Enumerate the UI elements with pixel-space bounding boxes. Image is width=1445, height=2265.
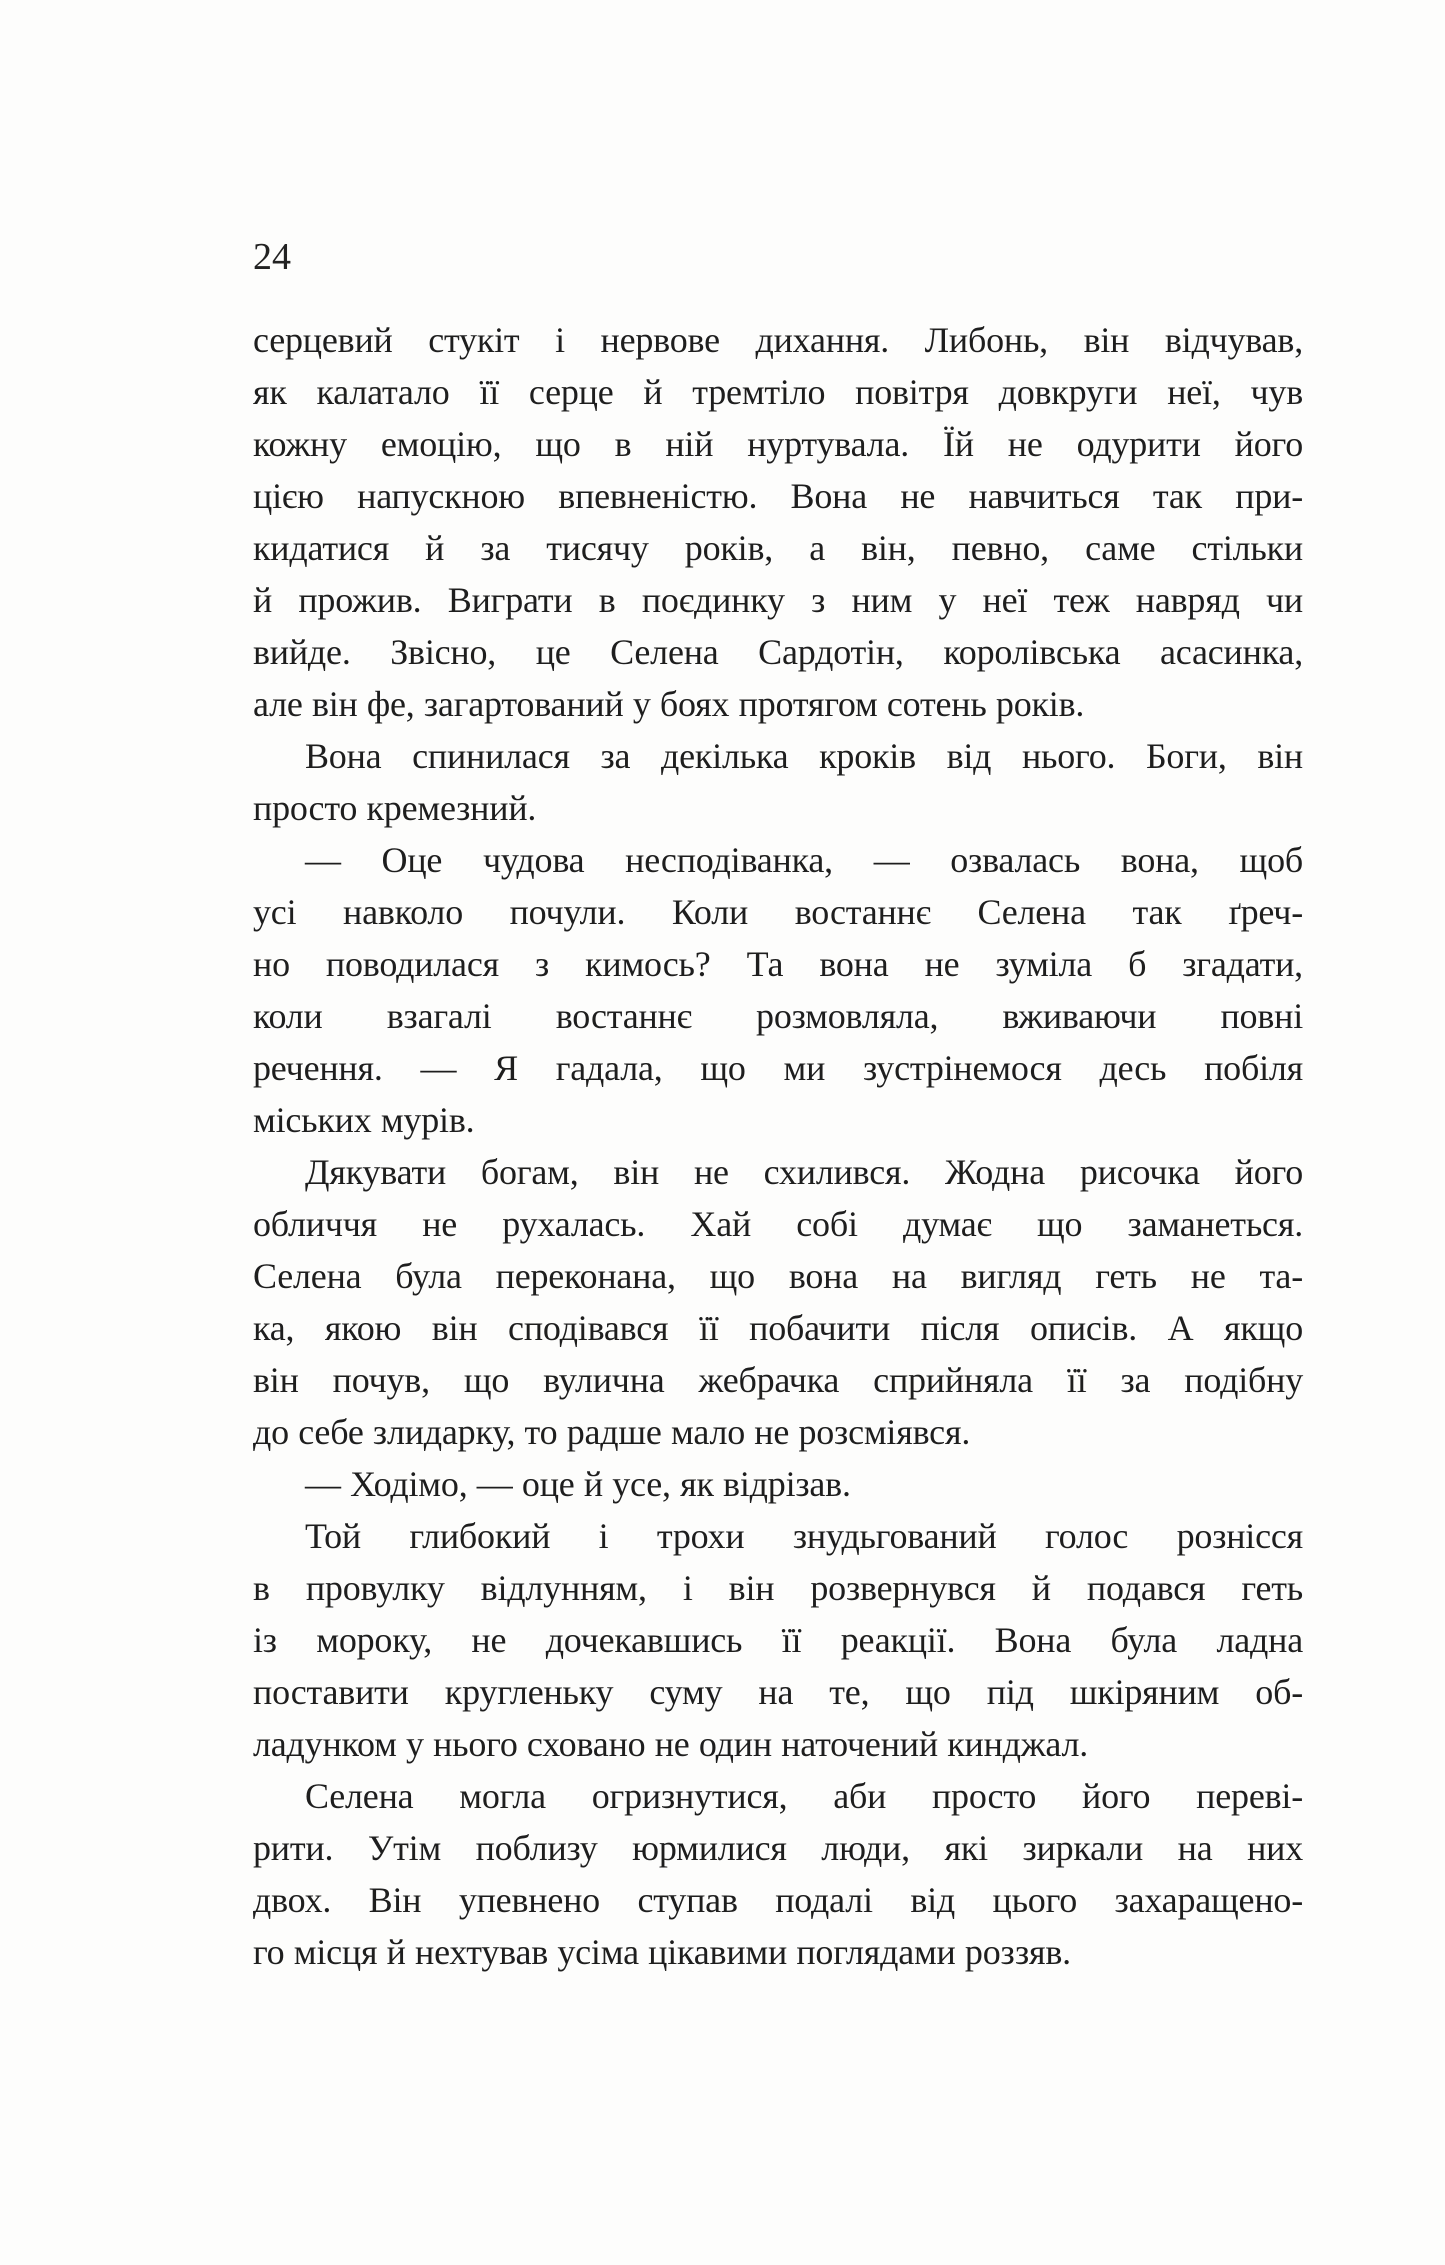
text-block [253, 314, 1303, 1978]
text-line: но поводилася з кимось? Та вона не зуміла б згадати, [253, 944, 1303, 984]
text-line: до себе злидарку, то радше мало не розсміявся. [253, 1412, 971, 1452]
text-line: — Оце чудова несподіванка, — озвалась вона, щоб [305, 840, 1303, 880]
page-number: 24 [253, 236, 291, 278]
text-line: коли взагалі востаннє розмовляла, вживаючи повні [253, 996, 1303, 1036]
text-line: як калатало її серце й тремтіло повітря довкруги неї, чув [253, 372, 1303, 412]
text-line: цією напускною впевненістю. Вона не навчиться так при- [253, 476, 1303, 516]
text-line: двох. Він упевнено ступав подалі від цього захаращено- [253, 1880, 1303, 1920]
text-line: серцевий стукіт і нервове дихання. Либонь, він відчував, [253, 320, 1303, 360]
text-line: го місця й нехтував усіма цікавими поглядами роззяв. [253, 1932, 1071, 1972]
text-line: Селена була переконана, що вона на вигляд геть не та- [253, 1256, 1303, 1296]
text-line: усі навколо почули. Коли востаннє Селена так ґреч- [253, 892, 1303, 932]
text-line: Дякувати богам, він не схилився. Жодна рисочка його [305, 1152, 1303, 1192]
text-line: — Ходімо, — оце й усе, як відрізав. [305, 1464, 851, 1504]
text-line: Той глибокий і трохи знудьгований голос рознісся [305, 1516, 1303, 1556]
text-line: але він фе, загартований у боях протягом сотень років. [253, 684, 1085, 724]
text-line: просто кремезний. [253, 788, 537, 828]
text-line: кидатися й за тисячу років, а він, певно, саме стільки [253, 528, 1303, 568]
text-line: ладунком у нього сховано не один наточений кинджал. [253, 1724, 1089, 1764]
text-line: речення. — Я гадала, що ми зустрінемося десь побіля [253, 1048, 1303, 1088]
text-line: рити. Утім поблизу юрмилися люди, які зиркали на них [253, 1828, 1303, 1868]
text-line: кожну емоцію, що в ній нуртувала. Їй не одурити його [253, 424, 1303, 464]
text-line: Вона спинилася за декілька кроків від нього. Боги, він [305, 736, 1303, 776]
text-line: Селена могла огризнутися, аби просто його переві- [305, 1776, 1303, 1816]
text-line: вийде. Звісно, це Селена Сардотін, королівська асасинка, [253, 632, 1303, 672]
text-line: обличчя не рухалась. Хай собі думає що заманеться. [253, 1204, 1303, 1244]
text-line: й прожив. Виграти в поєдинку з ним у неї теж навряд чи [253, 580, 1303, 620]
text-line: ка, якою він сподівався її побачити після описів. А якщо [253, 1308, 1303, 1348]
text-line: поставити кругленьку суму на те, що під шкіряним об- [253, 1672, 1303, 1712]
text-line: із мороку, не дочекавшись її реакції. Вона була ладна [253, 1620, 1303, 1660]
text-line: в провулку відлунням, і він розвернувся й подався геть [253, 1568, 1303, 1608]
text-line: міських мурів. [253, 1100, 475, 1140]
text-line: він почув, що вулична жебрачка сприйняла її за подібну [253, 1360, 1303, 1400]
